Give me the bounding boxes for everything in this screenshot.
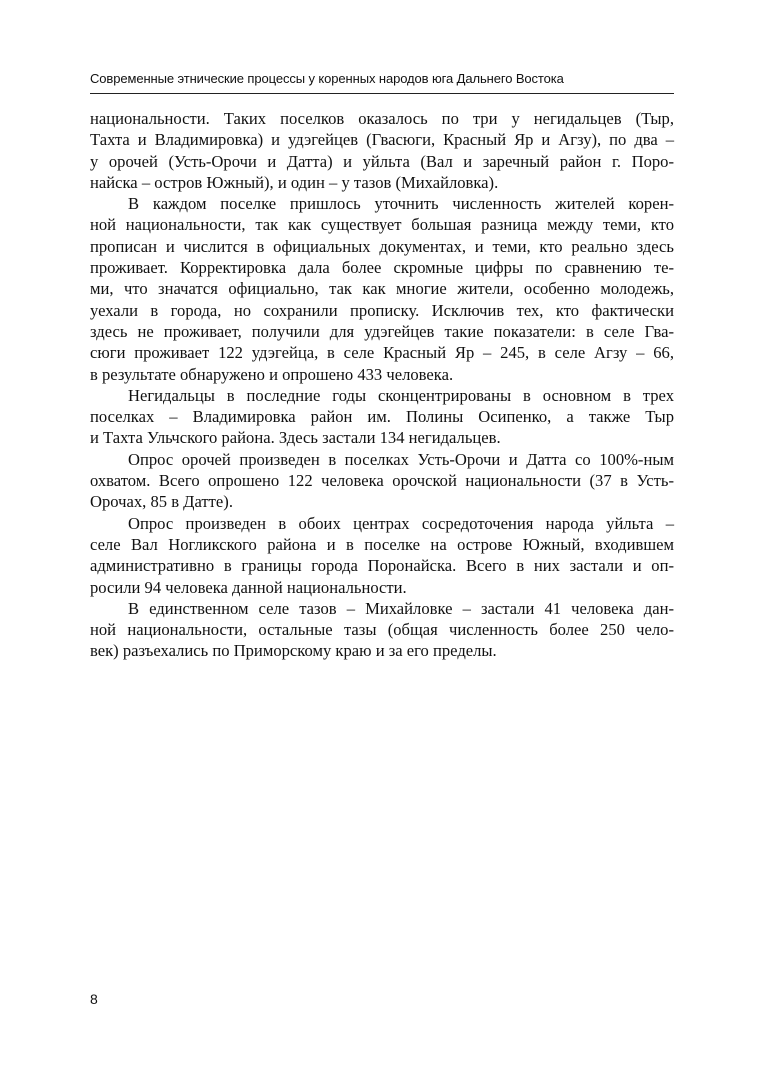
paragraph-6	[90, 598, 674, 662]
text-line: росили 94 человека данной национальности.	[90, 577, 407, 597]
text-line: и Тахта Ульчского района. Здесь застали 134 негидальцев.	[90, 428, 501, 448]
page-number: 8	[90, 991, 98, 1007]
text-line: прописан и числится в официальных документах, и теми, кто реально здесь	[90, 236, 674, 256]
text-line: Тахта и Владимировка) и удэгейцев (Гвасюги, Красный Яр и Агзу), по два –	[90, 130, 674, 150]
text-line: административно в границы города Поронайска. Всего в них застали и оп-	[90, 556, 674, 576]
paragraph-1	[90, 108, 674, 193]
paragraph-5	[90, 513, 674, 598]
paragraph-4	[90, 449, 674, 513]
header-rule	[90, 93, 674, 94]
text-line: Негидальцы в последние годы сконцентрированы в основном в трех	[128, 385, 674, 405]
paragraph-3	[90, 385, 674, 449]
text-line: Орочах, 85 в Датте).	[90, 492, 233, 512]
text-line: национальности. Таких поселков оказалось по три у негидальцев (Тыр,	[90, 109, 674, 128]
text-line: ной национальности, остальные тазы (общая численность более 250 чело-	[90, 620, 674, 640]
text-line: проживает. Корректировка дала более скромные цифры по сравнению те-	[90, 258, 674, 278]
text-line: ми, что значатся официально, так как многие жители, особенно молодежь,	[90, 279, 674, 299]
text-line: в результате обнаружено и опрошено 433 человека.	[90, 364, 454, 384]
running-header: Современные этнические процессы у коренных народов юга Дальнего Востока	[90, 71, 564, 86]
body-text	[90, 108, 674, 662]
text-line: охватом. Всего опрошено 122 человека орочской национальности (37 в Усть-	[90, 471, 674, 491]
text-line: найска – остров Южный), и один – у тазов (Михайловка).	[90, 172, 499, 192]
text-line: Опрос орочей произведен в поселках Усть-Орочи и Датта со 100%-ным	[128, 449, 674, 469]
text-line: уехали в города, но сохранили прописку. Исключив тех, кто фактически	[90, 300, 674, 320]
text-line: Опрос произведен в обоих центрах сосредоточения народа уйльта –	[128, 513, 674, 533]
text-line: век) разъехались по Приморскому краю и за его пределы.	[90, 641, 497, 661]
paragraph-2	[90, 193, 674, 385]
text-line: селе Вал Ногликского района и в поселке на острове Южный, входившем	[90, 534, 674, 554]
text-line: ной национальности, так как существует большая разница между теми, кто	[90, 215, 674, 235]
text-line: у орочей (Усть-Орочи и Датта) и уйльта (Вал и заречный район г. Поро-	[90, 151, 674, 171]
text-line: В каждом поселке пришлось уточнить численность жителей корен-	[128, 194, 674, 214]
text-line: В единственном селе тазов – Михайловке – застали 41 человека дан-	[128, 598, 674, 618]
text-line: сюги проживает 122 удэгейца, в селе Красный Яр – 245, в селе Агзу – 66,	[90, 343, 674, 363]
text-line: поселках – Владимировка район им. Полины Осипенко, а также Тыр	[90, 407, 674, 427]
text-line: здесь не проживает, получили для удэгейцев такие показатели: в селе Гва-	[90, 321, 674, 341]
